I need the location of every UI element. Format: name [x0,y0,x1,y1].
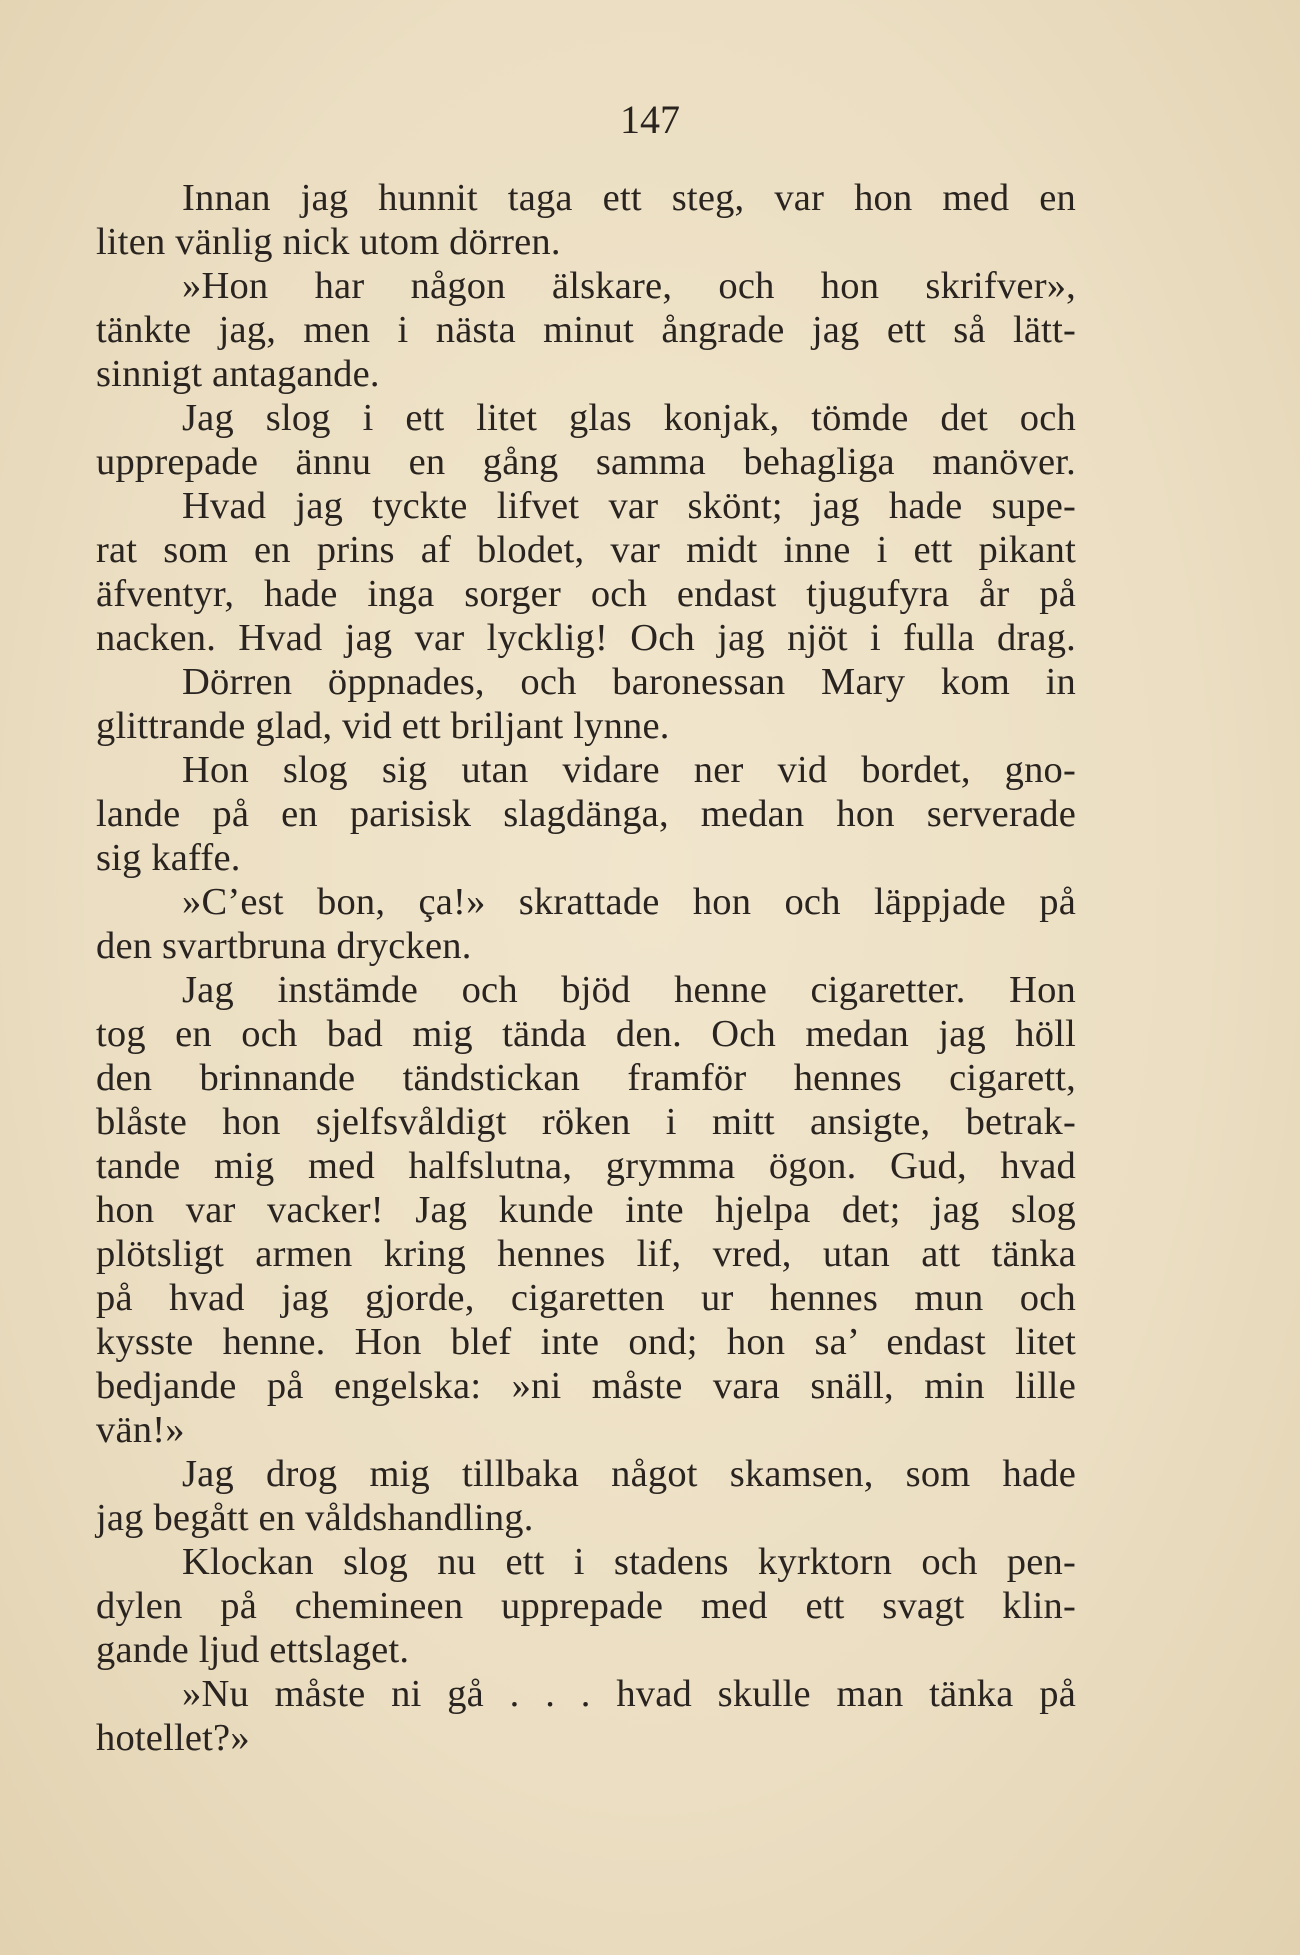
text-line: Jag drog mig tillbaka något skamsen, som hade [182,1453,1076,1495]
text-line: Innan jag hunnit taga ett steg, var hon med en [182,177,1076,219]
text-line: upprepade ännu en gång samma behagliga manöver. [96,441,1076,483]
text-line: på hvad jag gjorde, cigaretten ur hennes mun och [96,1277,1076,1319]
text-line: den svartbruna drycken. [96,925,472,967]
text-line: sinnigt antagande. [96,353,380,395]
text-line: Hon slog sig utan vidare ner vid bordet, gno- [182,749,1076,791]
text-line: kysste henne. Hon blef inte ond; hon sa’ endast litet [96,1321,1076,1363]
text-line: blåste hon sjelfsvåldigt röken i mitt ansigte, betrak- [96,1101,1076,1143]
text-line: Jag instämde och bjöd henne cigaretter. Hon [182,969,1076,1011]
text-line: glittrande glad, vid ett briljant lynne. [96,705,670,747]
text-line: plötsligt armen kring hennes lif, vred, utan att tänka [96,1233,1076,1275]
text-line: tande mig med halfslutna, grymma ögon. Gud, hvad [96,1145,1076,1187]
text-line: lande på en parisisk slagdänga, medan hon serverade [96,793,1076,835]
text-line: den brinnande tändstickan framför hennes cigarett, [96,1057,1076,1099]
text-line: rat som en prins af blodet, var midt inne i ett pikant [96,529,1076,571]
text-line: bedjande på engelska: »ni måste vara snäll, min lille [96,1365,1076,1407]
text-line: nacken. Hvad jag var lycklig! Och jag njöt i fulla drag. [96,617,1076,659]
text-line: sig kaffe. [96,837,241,879]
page-number: 147 [620,97,680,142]
text-line: hon var vacker! Jag kunde inte hjelpa det; jag slog [96,1189,1076,1231]
text-line: äfventyr, hade inga sorger och endast tjugufyra år på [96,573,1076,615]
text-line: »C’est bon, ça!» skrattade hon och läppjade på [182,881,1076,923]
text-line: Klockan slog nu ett i stadens kyrktorn och pen- [182,1541,1076,1583]
text-line: jag begått en våldshandling. [96,1497,534,1539]
text-line: Jag slog i ett litet glas konjak, tömde det och [182,397,1076,439]
text-line: liten vänlig nick utom dörren. [96,221,561,263]
text-line: dylen på chemineen upprepade med ett svagt klin- [96,1585,1076,1627]
text-line: »Nu måste ni gå . . . hvad skulle man tänka på [182,1673,1076,1715]
text-line: gande ljud ettslaget. [96,1629,410,1671]
text-line: tänkte jag, men i nästa minut ångrade jag ett så lätt- [96,309,1076,351]
text-line: »Hon har någon älskare, och hon skrifver», [182,265,1076,307]
body-text [96,176,1076,1760]
text-line: vän!» [96,1409,185,1451]
text-line: hotellet?» [96,1717,250,1759]
text-line: Hvad jag tyckte lifvet var skönt; jag hade supe- [182,485,1076,527]
text-line: tog en och bad mig tända den. Och medan jag höll [96,1013,1076,1055]
text-line: Dörren öppnades, och baronessan Mary kom in [182,661,1076,703]
